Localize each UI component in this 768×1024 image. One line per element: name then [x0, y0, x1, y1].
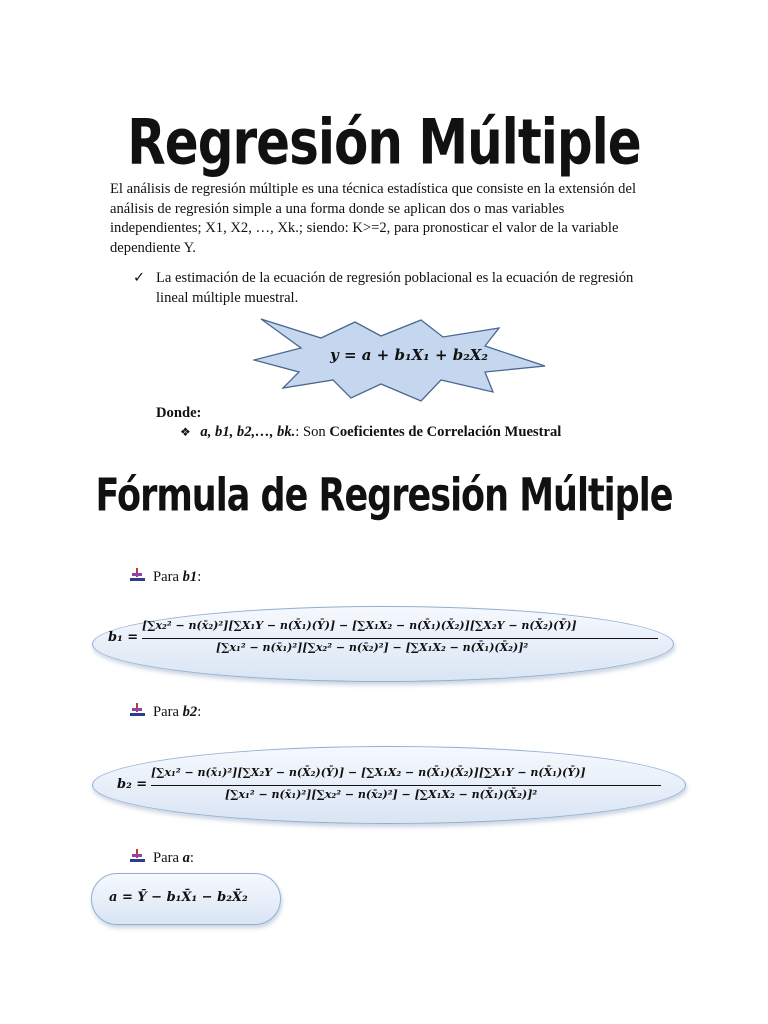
formula-a: a = Ȳ − b₁X̄₁ − b₂X̄₂	[109, 890, 248, 905]
para-suffix: :	[189, 850, 194, 866]
arrow-bullet-icon	[130, 568, 145, 582]
formula-title: Fórmula de Regresión Múltiple	[95, 470, 673, 522]
arrow-bullet-icon	[130, 849, 145, 863]
intro-text: El análisis de regresión múltiple es una técnica estadística que consiste en la extensión del análisis de regresión simple a una forma donde se aplican dos o mas variables independientes; X1, X2, …, Xk.; siendo: K>=2, para pronosticar el valor de la variable dependiente Y.	[110, 181, 637, 256]
bullet-text: La estimación de la ecuación de regresión poblacional es la ecuación de regresión lineal múltiple muestral.	[156, 270, 634, 306]
fraction-bar	[151, 785, 661, 786]
para-prefix: Para	[153, 850, 183, 866]
formula-denominator: [∑x₁² − n(x̄₁)²][∑x₂² − n(x̄₂)²] − [∑X₁X₂ − n(X̄₁)(X̄₂)]²	[225, 788, 538, 801]
donde-label: Donde:	[156, 405, 202, 421]
coefficient-item	[180, 424, 561, 441]
formula-numerator: [∑x₁² − n(x̄₁)²][∑X₂Y − n(X̄₂)(Ȳ)] − [∑X₁X₂ − n(X̄₁)(X̄₂)][∑X₁Y − n(X̄₁)(Ȳ)]	[151, 766, 586, 779]
page-title: Regresión Múltiple	[127, 106, 641, 179]
para-prefix: Para	[153, 704, 183, 720]
formula-lhs: b₁ =	[108, 630, 139, 645]
section-label-b2	[130, 703, 201, 721]
coef-symbols: a, b1, b2,…, bk.	[200, 424, 296, 440]
section-label-a	[130, 849, 194, 867]
formula-lhs: b₂ =	[117, 777, 148, 792]
para-suffix: :	[197, 569, 202, 585]
coef-description: Coeficientes de Correlación Muestral	[329, 424, 562, 440]
para-suffix: :	[197, 704, 202, 720]
diamond-icon: ❖	[180, 425, 191, 439]
para-var: b1	[182, 569, 198, 585]
intro-paragraph	[110, 180, 650, 258]
main-equation: y = a + b₁X₁ + b₂X₂	[330, 346, 489, 364]
fraction-bar	[142, 638, 658, 639]
formula-numerator: [∑x₂² − n(x̄₂)²][∑X₁Y − n(X̄₁)(Ȳ)] − [∑X₁X₂ − n(X̄₁)(X̄₂)][∑X₂Y − n(X̄₂)(Ȳ)]	[142, 619, 577, 632]
coef-separator: : Son	[295, 424, 330, 440]
bullet-item	[133, 269, 653, 308]
checkmark-icon: ✓	[133, 270, 146, 286]
para-var: a	[182, 850, 190, 866]
formula-b2	[117, 765, 677, 815]
formula-b1	[108, 618, 668, 668]
formula-denominator: [∑x₁² − n(x̄₁)²][∑x₂² − n(x̄₂)²] − [∑X₁X₂ − n(X̄₁)(X̄₂)]²	[216, 641, 529, 654]
arrow-bullet-icon	[130, 703, 145, 717]
para-var: b2	[182, 704, 198, 720]
section-label-b1	[130, 568, 201, 586]
para-prefix: Para	[153, 569, 183, 585]
